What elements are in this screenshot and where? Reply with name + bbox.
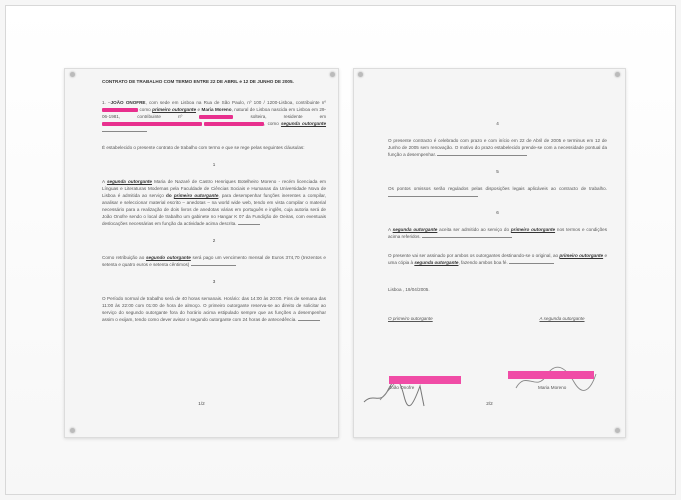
sig-left-name: João Onofre [389,385,415,390]
role-primeiro-outorgante: primeiro outorgante [152,107,196,112]
page-number: 2/2 [486,401,493,406]
redaction-bar [102,122,202,126]
clause-number: 6 [496,210,499,215]
sig-right-name: Maria Moreno [538,385,567,390]
page-number: 1/2 [198,401,205,406]
clause-number: 2 [212,238,216,243]
contract-page-1 [64,68,339,438]
redaction-bar [389,376,461,384]
redaction-bar [204,122,264,126]
closing-paragraph: O presente vai ser assinado por ambos os outorgantes destinando-se o original, ao primeiro outorgante e uma cópia à segunda outorgante, fazendo ambos boa fé. [388,253,607,265]
clause-number: 5 [496,169,499,174]
pin-icon [330,72,335,77]
fill-line [238,221,260,225]
pin-icon [615,72,620,77]
clause-4: O presente contracto é celebrado com prazo e com início em 22 de Abril de 2005 e terminus em 12 de Junho de 2005 sem renovação. O motivo do prazo estabelecido prende-se com a necessidade pontual da função a desempenhar. [388,138,607,157]
party2-name: Maria Moreno [201,107,232,112]
pin-icon [358,72,363,77]
party1-name: JOÃO ONOFRE [110,100,146,105]
role-segunda-outorgante: segunda outorgante [280,121,327,126]
clause-number: 4 [496,121,499,126]
fill-line [388,193,478,197]
pin-icon [70,428,75,433]
parties-paragraph: 1. –JOÃO ONOFRE, com sede em Lisboa na Rua de São Paulo, nº 100 / 1200-Lisboa, contribuinte nº como primeiro outorgante e Maria Moreno, natural de Lisboa nascida em Lisboa em 29-06-1981, contribuinte nº solteira, residente em , como segunda outorgante [102,99,326,134]
clause-5: Os pontos omissos serão regulados pelas disposições legais aplicáveis ao contracto de trabalho. [388,185,607,199]
pin-icon [70,72,75,77]
place-date: Lisboa , 19/04/2005. [388,287,430,292]
redaction-bar [508,371,594,379]
contract-title: CONTRATO DE TRABALHO COM TERMO ENTRE 22 DE ABRIL e 12 DE JUNHO DE 2005. [102,79,294,84]
redaction-bar [102,108,138,112]
fill-line [422,234,512,238]
fill-line [102,128,147,132]
sig-right-role: A segunda outorgante [539,316,585,321]
fill-line [298,317,320,321]
clause-2: Como retribuição ao segundo outorgante será pago um vencimento mensal de Euros 374,70 (trezentos e setenta e quatro euros e setenta cêntimos) [102,255,326,267]
fill-line [191,262,236,266]
signature-roles [388,315,607,322]
fill-line [437,152,527,156]
clause-number: 1 [212,162,216,167]
clause-1: A segunda outorgante Maria de Nazaré de Castro Henriques Botelheiro Moreno - recém licenciada em Línguas e Literaturas Modernas pela Faculdade de Ciências Sociais e Humanas da Universidade Nova de Lisboa é admitida ao serviço do primeiro outorgante, para desempenhar funções inerentes a compilar, analisar e seleccionar material escrito – anedotas – na world wide web, tendo em vista compilar o material necessário para a realização de dois livros de anedotas várias em português e inglês, cuja autoria será de João Onofre sendo o local de trabalho um gabinete no Hangar K 07 da Fundição de Oeiras, com eventuais deslocações necessárias em função da actividade acima descrita. [102,179,326,226]
signature-scribble-right [510,362,600,402]
clause-3: O Período normal de trabalho será de 40 horas semanais. Horário: das 14:00 às 20:00. Fins de semana das 11:00 às 22:00 com 01:00 de hora de almoço. O primeiro outorgante reserva-se ao direito de solicitar ao serviço do segundo outorgante fora do horário acima estipulado sempre que as funções a desempenhar assim o exijam, tendo como dever avisar o segundo outorgante com 24 horas de antecedência. [102,296,326,322]
clause-6: A segunda outorgante aceita ser admitido ao serviço do primeiro outorgante nos termos e condições acima referidos. [388,227,608,239]
pin-icon [615,428,620,433]
intro-paragraph: É estabelecido o presente contrato de trabalho com termo e que se rege pelas seguintes cláusulas: [102,145,305,150]
fill-line [509,260,554,264]
sig-left-role: O primeiro outorgante [388,316,433,321]
redaction-bar [199,115,233,119]
clause-number: 3 [212,279,216,284]
